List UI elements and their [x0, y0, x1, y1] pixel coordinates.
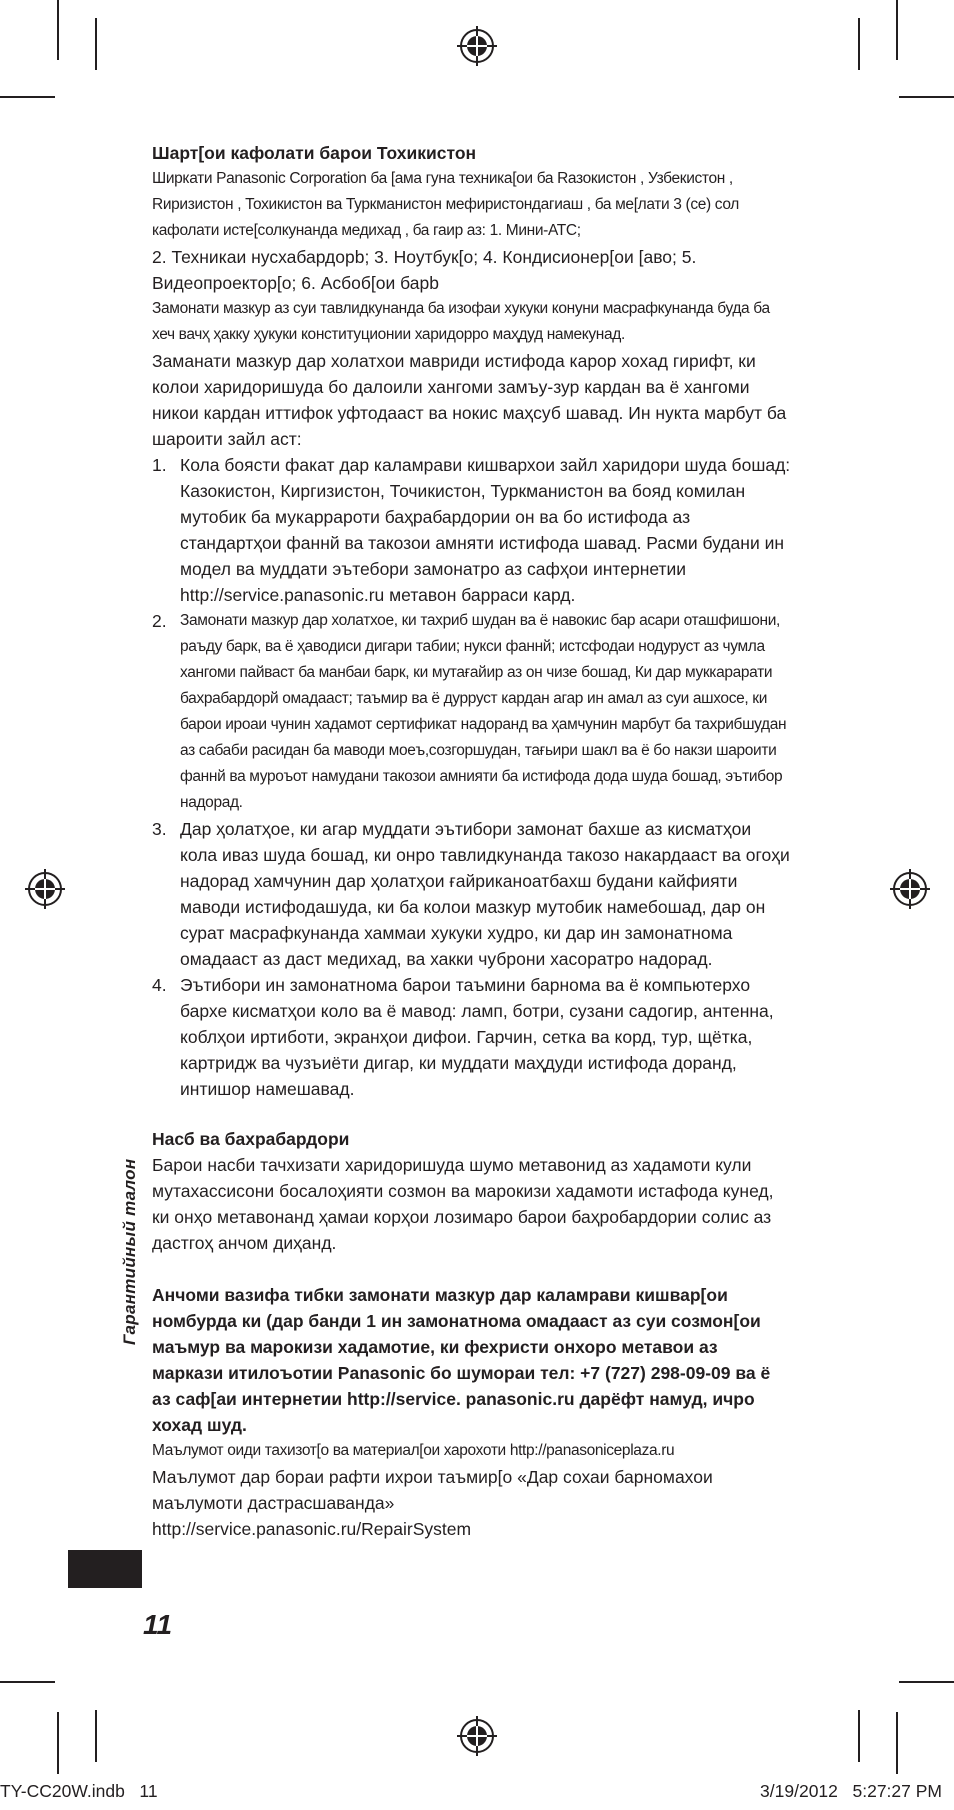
crop-mark-top-right-h: [899, 96, 954, 98]
list-item-text: Кола боясти факат дар каламрави кишвархои зайл харидори шуда бошад: Казокистон, Киргизистон, Точикистон, Туркманистон ва бояд комилан мутобик ба мукаррароти баҳрабардории он ва бо истифода аз стандартҳои фаннй ва такозои амняти истифода шавад. Расми будани ин модел ва муддати эътебори замонатро аз сафҳои интернетии http://service.panasonic.ru метавон барраси кард.: [180, 455, 791, 605]
footer-file-name: TY-CC20W.indb 11: [0, 1781, 158, 1801]
crop-mark-top-left-v: [57, 0, 59, 60]
crop-mark-top-left-h: [0, 96, 55, 98]
crop-mark-top-right-v2: [896, 0, 898, 60]
crop-mark-bottom-left-h: [0, 1681, 55, 1683]
repair-system-url: http://service.panasonic.ru/RepairSystem: [152, 1519, 472, 1539]
list-item-number: 4.: [152, 975, 167, 995]
warranty-paragraph: Замонати мазкур аз суи тавлидкунанда ба изофаи хукуки конуни масрафкунанда буда ба хеч вачҳ ҳакку ҳукуки конституционии харидорро маҳдуд намекунад.: [152, 300, 770, 343]
registration-mark-icon: [457, 1716, 497, 1756]
crop-mark-top-left-v2: [95, 18, 97, 70]
side-tab-label: Гарантийный талон: [120, 1158, 139, 1345]
list-item: [152, 816, 792, 972]
list-item-number: 1.: [152, 455, 167, 475]
registration-mark-icon: [457, 26, 497, 66]
warranty-heading: Шарт[ои кафолати барои Тохикистон: [152, 143, 477, 163]
warranty-paragraph: Заманати мазкур дар холатхои мавриди истифода карор хохад гирифт, ки колои харидоришуда бо далоили хангоми замъу-зур кардан ва ё хангоми никои кардан иттифок уфтодааст ва нокис маҳсуб шавад. Ин нукта марбут ба шароити зайл аст:: [152, 351, 787, 449]
crop-mark-bottom-left-v2: [95, 1710, 97, 1762]
list-item: [152, 608, 792, 816]
document-body: [152, 140, 792, 1542]
warranty-paragraph: 2. Техникаи нусхабардорb; 3. Ноутбук[о; 4. Кондисионер[ои [аво; 5. Видеопроектор[о; 6. Асбоб[ои барb: [152, 247, 697, 293]
info-line: Маълумот дар бораи рафти ихрои таъмир[о «Дар сохаи барномахои маълумоти дастрасшаванда»: [152, 1467, 713, 1513]
crop-mark-top-right-v: [858, 18, 860, 70]
list-item-text: Замонати мазкур дар холатхое, ки тахриб шудан ва ё навокис бар асари оташфишони, раъду барк, ва ё ҳаводиси дигари табии; нукси фаннй; истсфодаи нодуруст аз чумла хангоми пайваст ба манбаи барк, ки мутағайир аз он чизе бошад, Ки дар муккарарати бахрабардорй омадааст; таъмир ва ё дурруст кардан агар ин амал аз суи ашхосе, ки барои ироаи чунин хадамот сертификат надоранд ва ҳамчунин марбут ба тахрибшудан аз сабаби расидан ба маводи моеъ,созгоршудан, тағьири шакл ва ё бо накзи шароити фаннй ва муроъот намудани такозои амнияти ба истифода дода шуда бошад, эътибор надорад.: [180, 612, 787, 811]
footer-timestamp: 3/19/2012 5:27:27 PM: [760, 1781, 942, 1801]
warranty-conditions-list: [152, 452, 792, 1102]
list-item-number: 3.: [152, 819, 167, 839]
list-item: [152, 452, 792, 608]
crop-mark-bottom-right-v: [858, 1710, 860, 1762]
page-number: 11: [143, 1609, 173, 1640]
list-item-number: 2.: [152, 611, 167, 631]
installation-paragraph: Барои насби тачхизати харидоришуда шумо метавонид аз хадамоти кули мутахассисони босалоҳияти созмон ва марокизи хадамоти истафода кунед, ки онҳо метавонанд ҳамаи корҳои лозимаро барои баҳробардории солис аз дастгоҳ анчом диҳанд.: [152, 1155, 774, 1253]
crop-mark-bottom-right-v2: [896, 1712, 898, 1774]
list-item: [152, 972, 792, 1102]
list-item-text: Эътибори ин замонатнома барои таъмини барнома ва ё компьютерхо бархе кисматҳои коло ва ё мавод: ламп, ботри, сузани садогир, антенна, коблҳои иртиботи, экранҳои дифои. Гарчин, сетка ва корд, тур, щётка, картридж ва чузъиёти дигар, ки муддати маҳдуди истифода доранд, интишор намешавад.: [180, 975, 774, 1099]
side-tab-bar: [68, 1550, 142, 1588]
list-item-text: Дар ҳолатҳое, ки агар муддати эътибори замонат бахше аз кисматҳои кола иваз шуда бошад, ки онро тавлидкунанда такозо накардааст ва огоҳи надорад хамчунин дар ҳолатҳои ғайриканоатбахш будани кайфияти маводи истифодашуда, ки ба колои мазкур мутобик намебошад, дар он сурат масрафкунанда хаммаи хукуки худро, ки дар ин замонатнома омадааст аз даст медихад, ва хакки чуброни хасоратро надорад.: [180, 819, 790, 969]
registration-mark-icon: [890, 869, 930, 909]
warranty-paragraph: Ширкати Panasonic Corporation ба [ама гуна техника[ои ба Rазокистон , Узбекистон , Rиризистон , Тохикистон ва Туркманистон мефиристондагиаш , ба ме[лати 3 (се) сол кафолати исте[солкунанда медихад , ба гаир аз: 1. Мини-АТС;: [152, 170, 739, 239]
installation-heading: Насб ва бахрабардори: [152, 1129, 350, 1149]
crop-mark-bottom-left-v: [57, 1712, 59, 1774]
info-line: Маълумот оиди тахизот[о ва материал[ои харохоти http://panasoniceplaza.ru: [152, 1442, 675, 1459]
registration-mark-icon: [25, 869, 65, 909]
service-info-bold: Анчоми вазифа тибки замонати мазкур дар каламрави кишвар[ои номбурда ки (дар банди 1 ин замонатнома омадааст аз суи созмон[ои маъмур ва марокизи хадамотие, ки фехристи онхоро метавои аз маркази итилоъотии Panasonic бо шумораи тел: +7 (727) 298-09-09 ва ё аз саф[аи интернетии http://service. panasonic.ru дарёфт намуд, ичро хохад шуд.: [152, 1285, 771, 1435]
crop-mark-bottom-right-h: [899, 1681, 954, 1683]
